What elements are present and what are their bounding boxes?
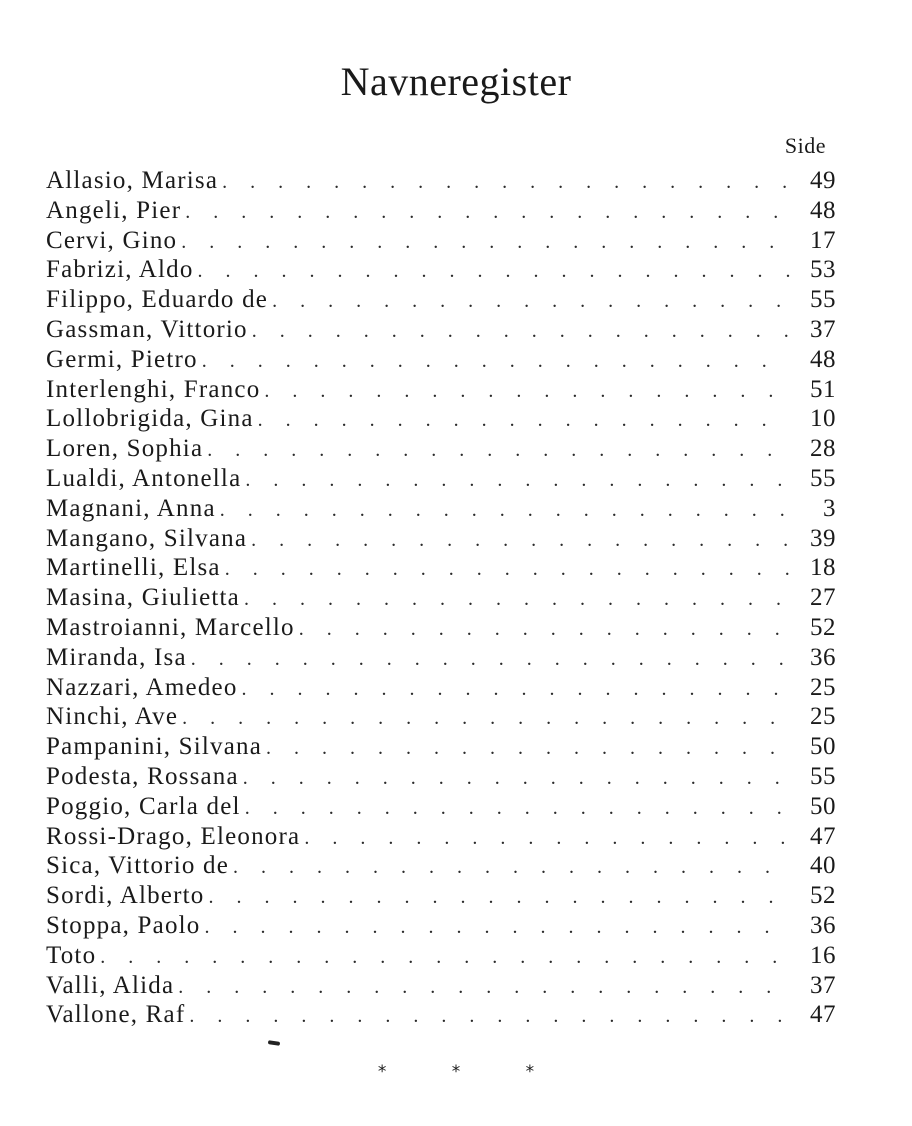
dot-leader bbox=[251, 526, 790, 554]
dot-leader bbox=[182, 704, 790, 732]
entry-page-number: 48 bbox=[810, 345, 836, 373]
dot-leader bbox=[198, 257, 790, 285]
entry-name: Lollobrigida, Gina bbox=[46, 405, 254, 433]
dot-leader bbox=[264, 377, 790, 405]
entry-page-number: 48 bbox=[810, 196, 836, 224]
entry-name: Valli, Alida bbox=[46, 971, 175, 999]
index-entry bbox=[46, 643, 836, 673]
entry-page-number: 40 bbox=[810, 852, 836, 880]
index-entry bbox=[46, 613, 836, 643]
dot-leader bbox=[205, 913, 791, 941]
index-entry bbox=[46, 851, 836, 881]
entry-name: Angeli, Pier bbox=[46, 196, 182, 224]
index-entry bbox=[46, 583, 836, 613]
entry-name: Sica, Vittorio de bbox=[46, 852, 229, 880]
dot-leader bbox=[208, 883, 790, 911]
index-entry bbox=[46, 732, 836, 762]
entry-name: Lualdi, Antonella bbox=[46, 464, 242, 492]
index-entry bbox=[46, 166, 836, 196]
page-title: Navneregister bbox=[340, 59, 572, 104]
index-entry bbox=[46, 464, 836, 494]
dot-leader bbox=[220, 496, 790, 524]
dot-leader bbox=[185, 198, 790, 226]
entry-page-number: 25 bbox=[810, 703, 836, 731]
entry-page-number: 37 bbox=[810, 315, 836, 343]
index-entry bbox=[46, 1000, 836, 1030]
entry-page-number: 49 bbox=[810, 167, 836, 194]
dot-leader bbox=[225, 555, 790, 583]
dot-leader bbox=[100, 943, 790, 971]
page-column-header: Side bbox=[784, 133, 826, 158]
entry-page-number: 47 bbox=[810, 822, 836, 850]
index-entry bbox=[46, 285, 836, 315]
dot-leader bbox=[304, 824, 790, 852]
index-entry bbox=[46, 226, 836, 256]
dot-leader bbox=[244, 585, 790, 613]
entry-page-number: 55 bbox=[810, 762, 836, 790]
dot-leader bbox=[202, 347, 790, 375]
entry-page-number: 55 bbox=[810, 286, 836, 314]
entry-name: Allasio, Marisa bbox=[46, 167, 219, 194]
entry-page-number: 36 bbox=[810, 643, 836, 671]
index-entry bbox=[46, 971, 836, 1001]
entry-page-number: 52 bbox=[810, 882, 836, 910]
entry-name: Toto bbox=[46, 941, 97, 969]
index-entry bbox=[46, 524, 836, 554]
entry-name: Nazzari, Amedeo bbox=[46, 673, 238, 701]
entry-page-number: 10 bbox=[810, 405, 836, 433]
index-entry bbox=[46, 881, 836, 911]
entry-name: Gassman, Vittorio bbox=[46, 315, 248, 343]
entry-name: Vallone, Raf bbox=[46, 1001, 186, 1029]
entry-page-number: 36 bbox=[810, 911, 836, 939]
dot-leader bbox=[245, 466, 790, 494]
dot-leader bbox=[189, 1002, 790, 1030]
index-entry bbox=[46, 553, 836, 583]
entry-name: Interlenghi, Franco bbox=[46, 375, 261, 403]
entry-page-number: 17 bbox=[810, 226, 836, 254]
entry-page-number: 3 bbox=[823, 494, 836, 522]
entry-name: Masina, Giulietta bbox=[46, 584, 240, 612]
index-entry bbox=[46, 255, 836, 285]
entry-page-number: 18 bbox=[810, 554, 836, 582]
dot-leader bbox=[242, 675, 790, 703]
dot-leader bbox=[233, 853, 790, 881]
entry-page-number: 52 bbox=[810, 613, 836, 641]
index-entry bbox=[46, 911, 836, 941]
entry-name: Martinelli, Elsa bbox=[46, 554, 221, 582]
entry-page-number: 53 bbox=[810, 256, 836, 284]
dot-leader bbox=[222, 168, 790, 196]
closing-ornament: * * * bbox=[377, 1062, 565, 1082]
index-entry bbox=[46, 375, 836, 405]
dot-leader bbox=[207, 436, 790, 464]
index-entry bbox=[46, 434, 836, 464]
entry-name: Sordi, Alberto bbox=[46, 882, 205, 910]
entry-page-number: 47 bbox=[810, 1001, 836, 1029]
dot-leader bbox=[181, 228, 790, 256]
entry-page-number: 51 bbox=[810, 375, 836, 403]
entry-name: Stoppa, Paolo bbox=[46, 911, 201, 939]
entry-name: Magnani, Anna bbox=[46, 494, 216, 522]
dot-leader bbox=[272, 287, 790, 315]
index-entry bbox=[46, 345, 836, 375]
ink-smudge bbox=[268, 1040, 280, 1046]
dot-leader bbox=[258, 406, 790, 434]
index-entry bbox=[46, 941, 836, 971]
name-index-list bbox=[46, 166, 836, 1030]
entry-name: Mastroianni, Marcello bbox=[46, 613, 295, 641]
entry-page-number: 28 bbox=[810, 435, 836, 463]
index-entry bbox=[46, 196, 836, 226]
entry-page-number: 37 bbox=[810, 971, 836, 999]
entry-page-number: 50 bbox=[810, 733, 836, 761]
dot-leader bbox=[266, 734, 790, 762]
index-entry bbox=[46, 673, 836, 703]
entry-name: Rossi-Drago, Eleonora bbox=[46, 822, 301, 850]
index-entry bbox=[46, 404, 836, 434]
entry-name: Cervi, Gino bbox=[46, 226, 178, 254]
entry-page-number: 39 bbox=[810, 524, 836, 552]
entry-name: Fabrizi, Aldo bbox=[46, 256, 194, 284]
entry-name: Loren, Sophia bbox=[46, 435, 204, 463]
entry-page-number: 25 bbox=[810, 673, 836, 701]
entry-page-number: 27 bbox=[810, 584, 836, 612]
index-entry bbox=[46, 315, 836, 345]
dot-leader bbox=[299, 615, 790, 643]
index-entry bbox=[46, 822, 836, 852]
dot-leader bbox=[191, 645, 790, 673]
index-entry bbox=[46, 762, 836, 792]
dot-leader bbox=[252, 317, 790, 345]
entry-name: Pampanini, Silvana bbox=[46, 733, 263, 761]
index-entry bbox=[46, 494, 836, 524]
entry-page-number: 55 bbox=[810, 464, 836, 492]
entry-name: Germi, Pietro bbox=[46, 345, 198, 373]
entry-name: Ninchi, Ave bbox=[46, 703, 179, 731]
entry-page-number: 50 bbox=[810, 792, 836, 820]
entry-name: Miranda, Isa bbox=[46, 643, 187, 671]
dot-leader bbox=[243, 764, 790, 792]
entry-name: Podesta, Rossana bbox=[46, 762, 239, 790]
entry-name: Poggio, Carla del bbox=[46, 792, 241, 820]
entry-page-number: 16 bbox=[810, 941, 836, 969]
dot-leader bbox=[178, 973, 790, 1001]
dot-leader bbox=[245, 794, 790, 822]
index-entry bbox=[46, 702, 836, 732]
entry-name: Mangano, Silvana bbox=[46, 524, 248, 552]
index-entry bbox=[46, 792, 836, 822]
entry-name: Filippo, Eduardo de bbox=[46, 286, 269, 314]
